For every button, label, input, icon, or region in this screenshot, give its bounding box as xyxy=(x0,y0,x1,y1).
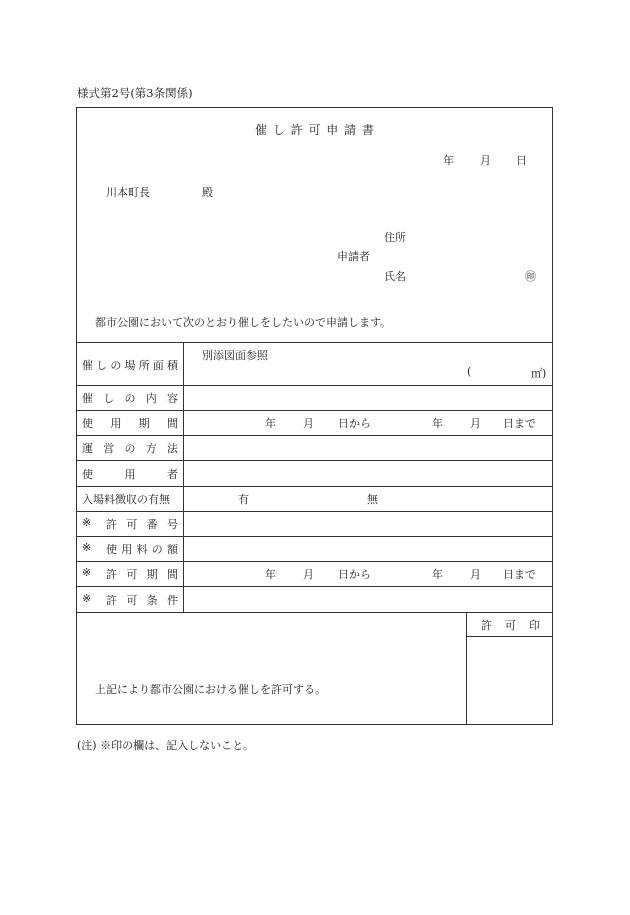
period-month-until: 月 xyxy=(470,417,481,430)
mark-permit-number: ※ xyxy=(82,516,92,529)
permit-month-from: 月 xyxy=(303,568,314,581)
name-label: 氏名 xyxy=(384,270,406,283)
addressee-name: 川本町長 xyxy=(106,186,150,199)
label-permit-period: 許 可 期 間 xyxy=(106,568,178,581)
label-content: 催 し の 内 容 xyxy=(82,392,178,405)
period-year-until: 年 xyxy=(432,417,443,430)
fee-no: 無 xyxy=(367,493,378,506)
permit-year-until: 年 xyxy=(432,568,443,581)
area-paren-open: ( xyxy=(467,365,472,378)
permit-year-from: 年 xyxy=(265,568,276,581)
form-number-label: 様式第2号(第3条関係) xyxy=(77,86,193,100)
mark-usage-fee: ※ xyxy=(82,541,92,554)
date-year: 年 xyxy=(443,154,454,167)
applicant-label: 申請者 xyxy=(337,250,370,263)
date-day: 日 xyxy=(516,154,527,167)
addressee-honorific: 殿 xyxy=(202,186,213,199)
permit-day-until: 日まで xyxy=(503,568,536,581)
label-usage-period: 使 用 期 間 xyxy=(82,417,178,430)
fee-yes: 有 xyxy=(238,493,249,506)
area-value: 別添図面参照 xyxy=(202,349,268,362)
divider xyxy=(76,586,553,587)
permit-month-until: 月 xyxy=(470,568,481,581)
divider xyxy=(76,410,553,411)
period-year-from: 年 xyxy=(265,417,276,430)
divider xyxy=(76,536,553,537)
permit-day-from: 日から xyxy=(338,568,371,581)
divider xyxy=(76,511,553,512)
permit-seal-label: 許 可 印 xyxy=(481,619,540,632)
seal-mark: ㊞ xyxy=(525,270,536,283)
label-area: 催 し の 場 所 面 積 xyxy=(82,359,178,372)
period-month-from: 月 xyxy=(303,417,314,430)
label-user: 使 用 者 xyxy=(82,468,178,481)
label-permit-conditions: 許 可 条 件 xyxy=(106,594,178,607)
address-label: 住所 xyxy=(384,231,406,244)
date-month: 月 xyxy=(480,154,491,167)
period-day-until: 日まで xyxy=(503,417,536,430)
divider xyxy=(76,460,553,461)
mark-permit-period: ※ xyxy=(82,566,92,579)
period-day-from: 日から xyxy=(338,417,371,430)
divider xyxy=(76,385,553,386)
divider xyxy=(76,612,553,613)
divider xyxy=(76,561,553,562)
divider xyxy=(76,435,553,436)
area-unit: ㎡) xyxy=(531,367,547,380)
divider xyxy=(76,342,553,343)
column-divider xyxy=(466,612,467,725)
approval-text: 上記により都市公園における催しを許可する。 xyxy=(95,683,326,696)
request-text: 都市公園において次のとおり催しをしたいので申請します。 xyxy=(95,316,392,329)
label-permit-number: 許 可 番 号 xyxy=(106,518,178,531)
column-divider xyxy=(183,342,184,612)
label-operation-method: 運 営 の 方 法 xyxy=(82,442,178,455)
mark-permit-conditions: ※ xyxy=(82,592,92,605)
divider xyxy=(76,486,553,487)
footnote: (注) ※印の欄は、記入しないこと。 xyxy=(77,739,255,752)
form-title: 催 し 許 可 申 請 書 xyxy=(255,123,375,137)
label-admission-fee: 入場料徴収の有無 xyxy=(82,493,170,506)
divider xyxy=(466,636,553,637)
label-usage-fee: 使 用 料 の 額 xyxy=(106,543,178,556)
